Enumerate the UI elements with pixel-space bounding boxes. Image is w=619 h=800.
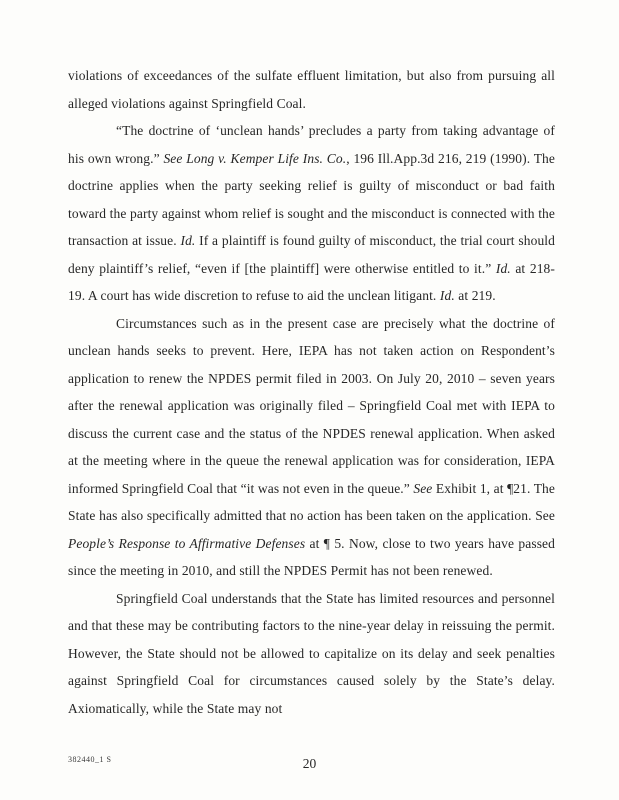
document-number: 382440_1 S xyxy=(68,755,112,764)
body-text: at 218-19. A court has wide discretion to refuse to aid the unclean litigant. xyxy=(68,260,555,303)
body-text: If a plaintiff is found guilty of misconduct, the trial court should deny plaintiff’s relief, “even if [the plaintiff] were otherwise entitled to it.” xyxy=(68,233,556,276)
body-text: violations of exceedances of the sulfate effluent limitation, but also from pursuing all alleged violations against Springfield Coal. xyxy=(68,68,555,111)
citation-text: Id. xyxy=(439,288,455,303)
paragraph xyxy=(68,585,555,723)
citation-text: See xyxy=(413,480,433,496)
body-text: “The doctrine of ‘unclean hands’ precludes a party from taking advantage of his own wrong.” xyxy=(68,123,555,166)
paragraph xyxy=(68,310,555,585)
paragraph xyxy=(68,62,555,117)
document-body xyxy=(68,62,555,722)
body-text: Springfield Coal understands that the State has limited resources and personnel and that these may be contributing factors to the nine-year delay in reissuing the permit. However, the State should not be allowed to capitalize on its delay and seek penalties against Springfield Coal for circumstances caused solely by the State’s delay. Axiomatically, while the State may not xyxy=(68,590,555,716)
body-text: at ¶ 5. Now, close to two years have passed since the meeting in 2010, and still the NPDES Permit has not been renewed. xyxy=(68,535,555,578)
body-text: at 219. xyxy=(454,288,496,303)
paragraph xyxy=(68,117,555,310)
body-text: Exhibit 1, at ¶21. The State has also specifically admitted that no action has been taken on the application. See xyxy=(68,480,555,523)
citation-text: People’s Response to Affirmative Defenses xyxy=(68,535,306,551)
citation-text: Id. xyxy=(495,260,511,276)
page-number: 20 xyxy=(302,756,317,771)
citation-text: Id. xyxy=(180,233,196,248)
citation-text: See Long v. Kemper Life Ins. Co. xyxy=(163,150,347,166)
body-text: Circumstances such as in the present case are precisely what the doctrine of unclean hands seeks to prevent. Here, IEPA has not taken action on Respondent’s application to renew the NPDES permit filed in 2003. On July 20, 2010 – seven years after the renewal application was originally filed – Springfield Coal met with IEPA to discuss the current case and the status of the NPDES renewal application. When asked at the meeting where in the queue the renewal application was for consideration, IEPA informed Springfield Coal that “it was not even in the queue.” xyxy=(68,315,555,496)
body-text: , 196 Ill.App.3d 216, 219 (1990). The doctrine applies when the party seeking relief is guilty of misconduct or bad faith toward the party against whom relief is sought and the misconduct is connected with the transaction at issue. xyxy=(68,150,555,248)
